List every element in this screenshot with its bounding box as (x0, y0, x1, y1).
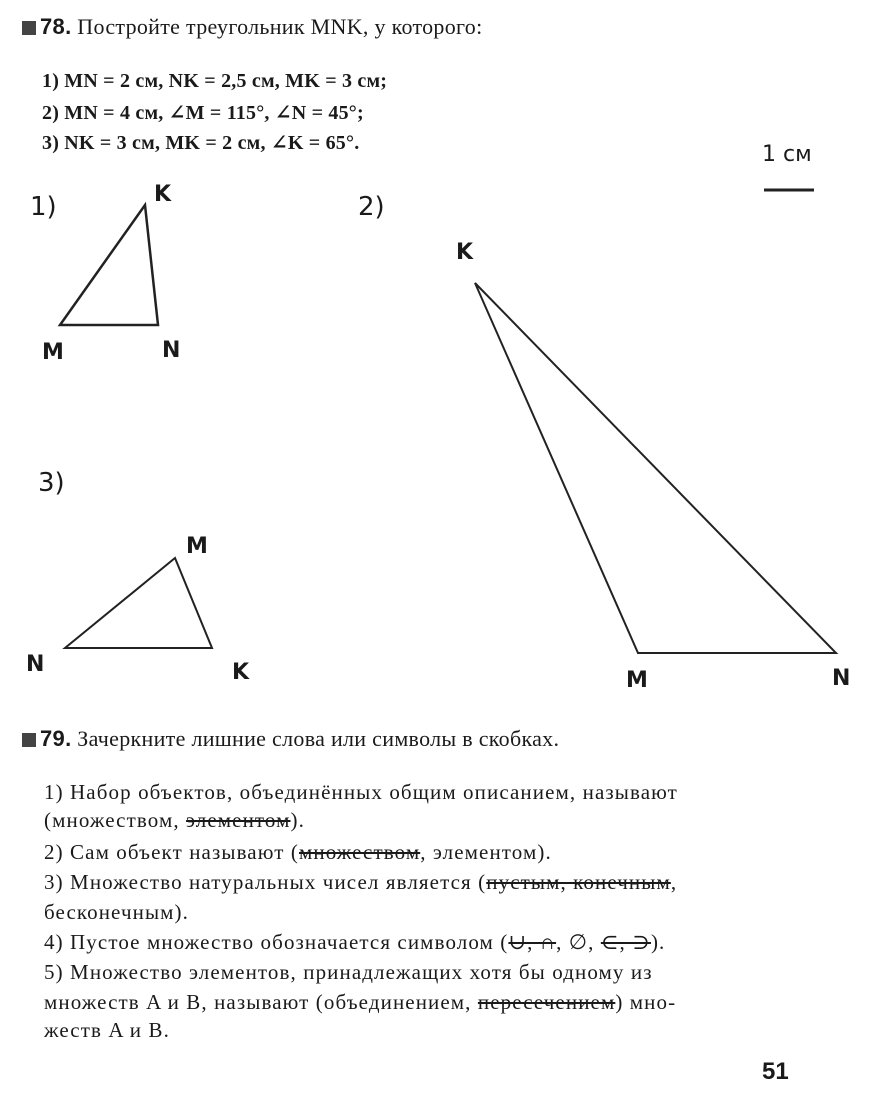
item-2 (44, 840, 552, 865)
task-79-heading (22, 726, 559, 752)
item-3-comma: , (670, 870, 678, 894)
triangle-3 (65, 558, 212, 648)
t1-vertex-k: K (154, 182, 172, 207)
item-4-end: ). (650, 930, 666, 954)
drawing-2-number: 2) (358, 192, 385, 222)
t3-vertex-m: M (186, 534, 208, 559)
item-4-mid: , ∅, (556, 930, 601, 954)
item-5-line-3: жеств A и B. (44, 1018, 170, 1042)
task-78-number: 78. (40, 14, 72, 39)
t3-vertex-n: N (26, 652, 45, 677)
item-3-text: 3) Множество натуральных чисел является ( (44, 870, 487, 894)
drawing-3-number: 3) (38, 468, 65, 498)
t2-vertex-m: M (626, 668, 648, 693)
item-3-line-1 (44, 870, 677, 895)
item-4-text: 4) Пустое множество обозначается символом ( (44, 930, 509, 954)
t2-vertex-n: N (832, 666, 851, 691)
drawing-1-number: 1) (30, 192, 57, 222)
triangle-1 (60, 205, 158, 325)
item-5-crossed: пересечением (477, 990, 616, 1014)
item-4 (44, 930, 665, 955)
item-1-line-1: 1) Набор объектов, объединённых общим описанием, называют (44, 780, 678, 804)
triangle-2 (475, 283, 836, 653)
t3-vertex-k: K (232, 660, 250, 685)
item-1-end: ). (290, 808, 305, 832)
item-1-text: (множеством, (44, 808, 187, 832)
item-5-line-2 (44, 990, 676, 1015)
item-2-end: , элементом). (420, 840, 552, 864)
t1-vertex-n: N (162, 338, 181, 363)
t1-vertex-m: M (42, 340, 64, 365)
item-3-crossed: пустым, конечным (486, 870, 671, 894)
item-5-line-1: 5) Множество элементов, принадлежащих хотя бы одному из (44, 960, 653, 984)
scale-label: 1 см (762, 142, 812, 167)
item-5-text: множеств A и B, называют (объединением, (44, 990, 478, 1014)
condition-2: 2) MN = 4 см, ∠M = 115°, ∠N = 45°; (42, 102, 364, 124)
condition-1: 1) MN = 2 см, NK = 2,5 см, MK = 3 см; (42, 70, 388, 92)
item-5-end: ) мно- (615, 990, 677, 1014)
page-number: 51 (762, 1058, 789, 1085)
task-79-title: Зачеркните лишние слова или символы в скобках. (77, 726, 560, 751)
item-4-crossed-2: ⊂, ⊃ (600, 930, 651, 954)
item-1-crossed: элементом (186, 808, 291, 832)
item-4-crossed-1: ∪, ∩ (508, 930, 557, 954)
item-2-text: 2) Сам объект называют ( (44, 840, 299, 864)
item-1-line-2 (44, 808, 305, 833)
item-2-crossed: множеством (298, 840, 421, 864)
condition-3: 3) NK = 3 см, MK = 2 см, ∠K = 65°. (42, 132, 360, 154)
task-marker-icon (22, 733, 36, 747)
task-79-number: 79. (40, 726, 72, 751)
item-3-line-2: бесконечным). (44, 900, 189, 924)
task-78-title: Постройте треугольник MNK, у которого: (77, 14, 483, 39)
t2-vertex-k: K (456, 240, 474, 265)
